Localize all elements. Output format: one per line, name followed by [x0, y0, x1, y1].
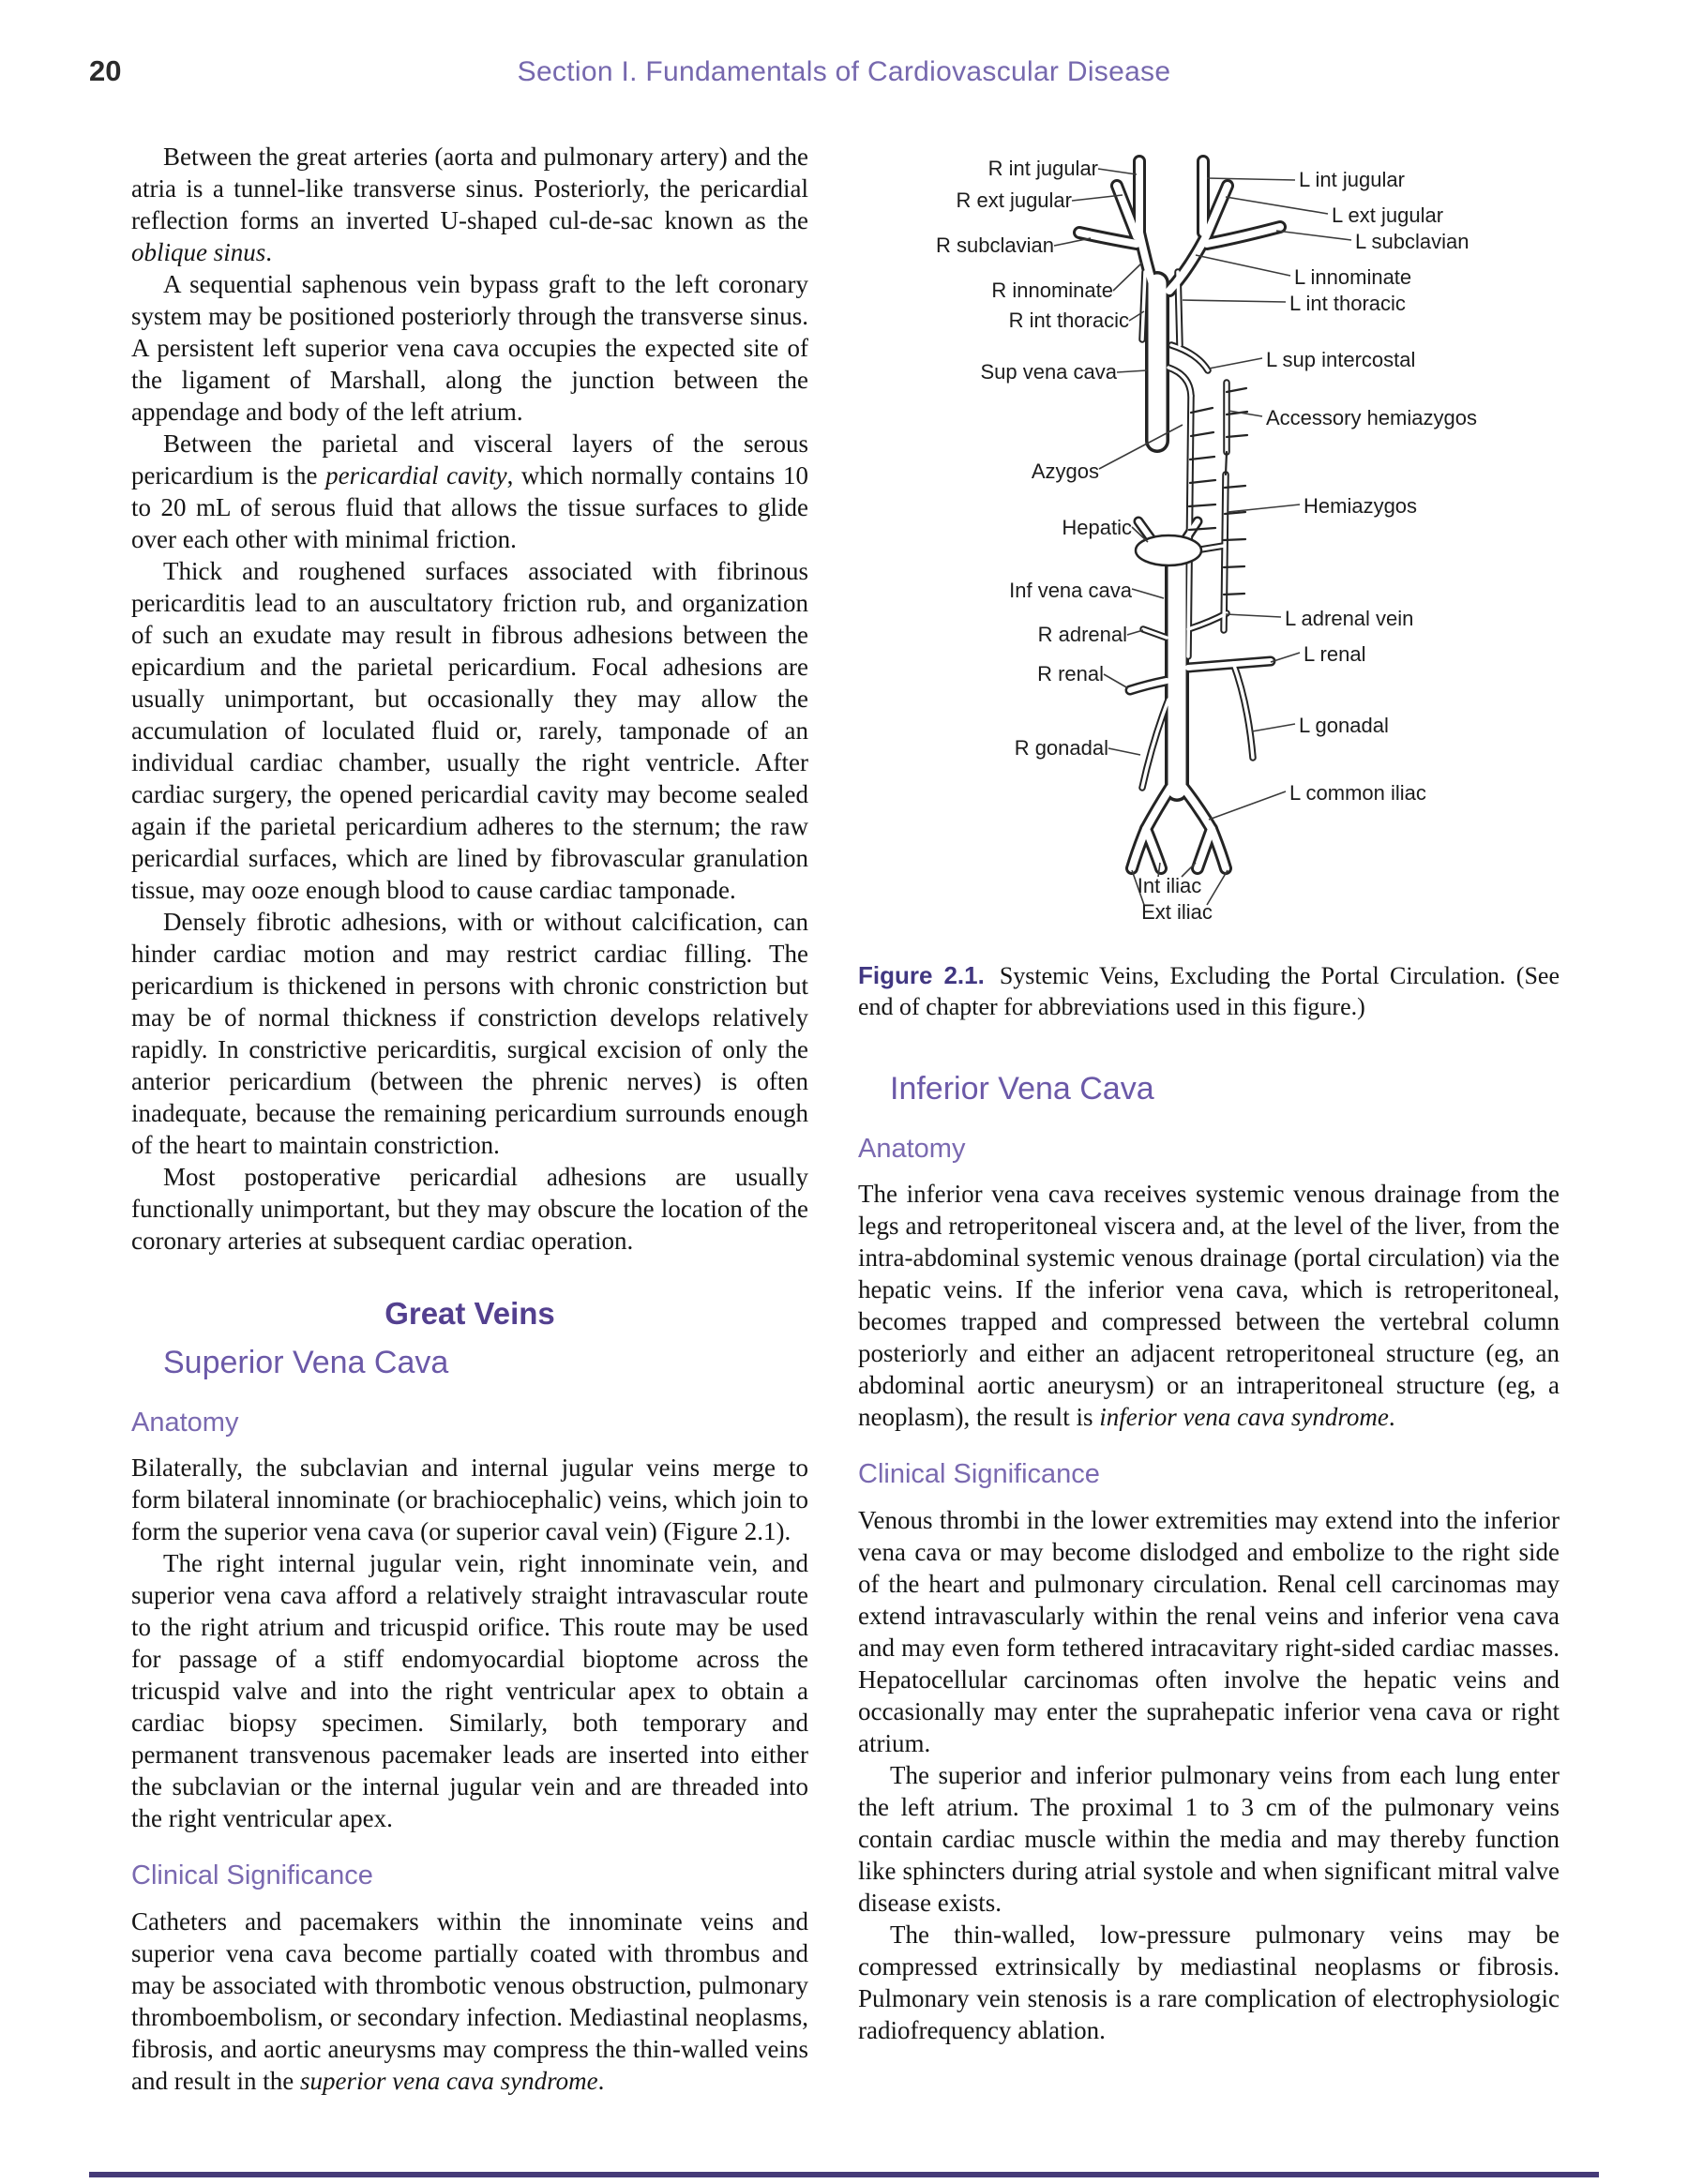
- figure-label-l-adrenal-vein: L adrenal vein: [1285, 607, 1414, 630]
- figure-label-l-ext-jugular: L ext jugular: [1332, 203, 1444, 227]
- paragraph-ivc-anatomy: The inferior vena cava receives systemic venous drainage from the legs and retroperitoneal viscera and, at the level of the liver, from the intra-abdominal systemic venous drainage (portal circulation) via the hepatic veins. If the inferior vena cava, which is retroperitoneal, becomes trapped and compressed between the vertebral column posteriorly and either an adjacent retroperitoneal structure (eg, an abdominal aortic aneurysm) or an intraperitoneal structure (eg, a neoplasm), the result is inferior vena cava syndrome.: [858, 1180, 1560, 1432]
- figure-label-l-renal: L renal: [1304, 642, 1366, 666]
- figure-label-r-innominate: R innominate: [991, 279, 1113, 302]
- paragraph-bypass-graft: A sequential saphenous vein bypass graft to the left coronary system may be positioned posteriorly through the transverse sinus. A persistent left superior vena cava occupies the expected site of the ligament of Marshall, along the junction between the appendage and body of the left atrium.: [131, 270, 808, 426]
- figure-label-r-int-jugular: R int jugular: [987, 157, 1098, 180]
- figure-label-hemiazygos: Hemiazygos: [1304, 494, 1418, 518]
- running-head: Section I. Fundamentals of Cardiovascular Disease: [517, 56, 1171, 87]
- heading-inferior-vena-cava: Inferior Vena Cava: [890, 1071, 1154, 1107]
- systemic-veins-illustration: [858, 141, 1561, 947]
- left-column: [131, 141, 808, 2097]
- paragraph-pulmonary-vein-stenosis: The thin-walled, low-pressure pulmonary veins may be compressed extrinsically by mediastinal neoplasms or fibrosis. Pulmonary vein stenosis is a rare complication of electrophysiologic radiofrequency ablation.: [858, 1920, 1560, 2044]
- figure-label-l-int-thoracic: L int thoracic: [1289, 292, 1406, 315]
- bottom-rule: [89, 2172, 1599, 2177]
- heading-superior-vena-cava: Superior Vena Cava: [163, 1345, 449, 1380]
- figure-label-sup-vena-cava: Sup vena cava: [980, 360, 1117, 384]
- figure-label-accessory-hemiazygos: Accessory hemiazygos: [1266, 406, 1477, 429]
- paragraph-svc-anatomy-2: The right internal jugular vein, right innominate vein, and superior vena cava afford a relatively straight intravascular route to the right atrium and tricuspid orifice. This route may be used for passage of a stiff endomyocardial bioptome across the tricuspid valve and into the right ventricular apex to obtain a cardiac biopsy specimen. Similarly, both temporary and permanent transvenous pacemaker leads are inserted into either the subclavian or the internal jugular vein and are threaded into the right ventricular apex.: [131, 1549, 808, 1833]
- figure-label-l-sup-intercostal: L sup intercostal: [1266, 348, 1416, 371]
- figure-label-int-iliac: Int iliac: [1137, 874, 1202, 897]
- figure-caption-text: Systemic Veins, Excluding the Portal Circulation. (See end of chapter for abbreviations used in this figure.): [858, 962, 1560, 1020]
- figure-label-r-gonadal: R gonadal: [1014, 736, 1108, 760]
- heading-ivc-clinical-significance: Clinical Significance: [858, 1459, 1100, 1490]
- figure-caption: [858, 960, 1560, 1022]
- paragraph-svc-anatomy-1: Bilaterally, the subclavian and internal jugular veins merge to form bilateral innominate (or brachiocephalic) veins, which join to form the superior vena cava (or superior caval vein) (Figure 2.1).: [131, 1453, 808, 1546]
- figure-label-l-common-iliac: L common iliac: [1289, 781, 1426, 805]
- figure-label-r-renal: R renal: [1037, 662, 1104, 685]
- paragraph-fibrotic-adhesions: Densely fibrotic adhesions, with or without calcification, can hinder cardiac motion and may restrict cardiac filling. The pericardium is thickened in persons with chronic constriction but may be of normal thickness if constriction develops relatively rapidly. In constrictive pericarditis, surgical excision of only the anterior pericardium (between the phrenic nerves) is often inadequate, because the remaining pericardium surrounds enough of the heart to maintain constriction.: [131, 908, 808, 1159]
- paragraph-oblique-sinus: Between the great arteries (aorta and pulmonary artery) and the atria is a tunnel-like transverse sinus. Posteriorly, the pericardial reflection forms an inverted U-shaped cul-de-sac known as the oblique sinus.: [131, 143, 808, 266]
- paragraph-ivc-clinical-1: Venous thrombi in the lower extremities may extend into the inferior vena cava or may become dislodged and embolize to the right side of the heart and pulmonary circulation. Renal cell carcinomas may extend intravascularly within the renal veins and inferior vena cava and may even form tethered intracavitary right-sided cardiac masses. Hepatocellular carcinomas often involve the hepatic veins and occasionally may enter the suprahepatic inferior vena cava or right atrium.: [858, 1505, 1560, 1757]
- figure-label-l-innominate: L innominate: [1294, 265, 1412, 289]
- systemic-veins-diagram: [858, 141, 1561, 947]
- figure-label-ext-iliac: Ext iliac: [1141, 900, 1213, 924]
- paragraph-pericardial-cavity: Between the parietal and visceral layers of the serous pericardium is the pericardial cavity, which normally contains 10 to 20 mL of serous fluid that allows the tissue surfaces to glide over each other with minimal friction.: [131, 429, 808, 553]
- page-number: 20: [89, 54, 122, 87]
- figure-label-hepatic: Hepatic: [1062, 516, 1132, 539]
- paragraph-postoperative-adhesions: Most postoperative pericardial adhesions are usually functionally unimportant, but they may obscure the location of the coronary arteries at subsequent cardiac operation.: [131, 1163, 808, 1255]
- figure-label-l-subclavian: L subclavian: [1355, 230, 1469, 253]
- figure-label-l-gonadal: L gonadal: [1299, 714, 1389, 737]
- figure-caption-label: Figure 2.1.: [858, 961, 985, 989]
- paragraph-fibrinous-pericarditis: Thick and roughened surfaces associated with fibrinous pericarditis lead to an auscultatory friction rub, and organization of such an exudate may result in fibrous adhesions between the epicardium and the parietal pericardium. Focal adhesions are usually unimportant, but occasionally they may allow the accumulation of loculated fluid or, rarely, tamponade of an individual cardiac chamber, usually the right ventricle. After cardiac surgery, the opened pericardial cavity may become sealed again if the parietal pericardium adheres to the sternum; the raw pericardial surfaces, which are lined by fibrovascular granulation tissue, may ooze enough blood to cause cardiac tamponade.: [131, 557, 808, 904]
- figure-label-azygos: Azygos: [1031, 459, 1099, 483]
- heading-ivc-anatomy: Anatomy: [858, 1134, 966, 1165]
- heading-svc-anatomy: Anatomy: [131, 1408, 239, 1438]
- figure-label-r-adrenal: R adrenal: [1037, 623, 1127, 646]
- figure-label-r-ext-jugular: R ext jugular: [956, 188, 1072, 212]
- figure-label-inf-vena-cava: Inf vena cava: [1009, 579, 1132, 602]
- figure-2-1: [858, 141, 1560, 1022]
- figure-label-l-int-jugular: L int jugular: [1299, 168, 1405, 191]
- figure-label-r-int-thoracic: R int thoracic: [1008, 309, 1129, 332]
- paragraph-svc-clinical: Catheters and pacemakers within the innominate veins and superior vena cava become partially coated with thrombus and may be associated with thrombotic venous obstruction, pulmonary thromboembolism, or secondary infection. Mediastinal neoplasms, fibrosis, and aortic aneurysms may compress the thin-walled veins and result in the superior vena cava syndrome.: [131, 1906, 808, 2095]
- heading-svc-clinical-significance: Clinical Significance: [131, 1860, 373, 1891]
- right-column: [858, 141, 1560, 2046]
- heading-great-veins: Great Veins: [384, 1296, 555, 1331]
- figure-label-r-subclavian: R subclavian: [936, 233, 1054, 257]
- paragraph-pulmonary-veins: The superior and inferior pulmonary veins from each lung enter the left atrium. The proximal 1 to 3 cm of the pulmonary veins contain cardiac muscle within the media and may thereby function like sphincters during atrial systole and when significant mitral valve disease exists.: [858, 1760, 1560, 1917]
